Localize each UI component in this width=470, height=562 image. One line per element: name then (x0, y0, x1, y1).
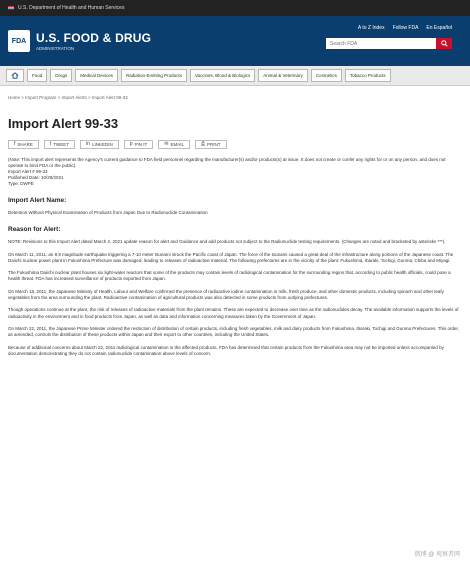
email-button-label: EMAIL (170, 142, 184, 147)
header-link-follow-fda[interactable]: Follow FDA (392, 25, 419, 31)
pin-it-button[interactable] (124, 140, 154, 149)
hhs-banner (0, 0, 470, 16)
nav-food[interactable]: Food (27, 69, 47, 82)
twitter-icon: t (49, 141, 52, 147)
share-icon: f (14, 141, 16, 147)
share-button-label: SHARE (17, 142, 33, 147)
nav-home[interactable] (6, 69, 24, 82)
reason-paragraph: The Fukushima Daiichi nuclear plant houses six light-water reactors that some of the products may contain levels of radiological contamination for the surrounding region that, according to public health officials, could pose a health threat. FDA has increased surveillance of products exported from Japan. (8, 270, 451, 282)
linkedin-button-label: LINKEDIN (91, 142, 113, 147)
reason-paragraph: On March 11, 2011, an 8.9 magnitude earthquake triggering a 7-10 meter tsunami struck the Pacific coast of Japan. The force of the tsunami caused a great deal of the infrastructure along portions of the Japanese coast. The Daiichi nuclear power plant in Fukushima Prefecture was damaged, leading to releases of radioactive material. The following prefectures are in the vicinity of the plant: Fukushima, Ibaraki, Tochigi, Gunma, Chiba and Miyagi. (8, 251, 454, 263)
site-header (0, 16, 470, 66)
nav-medical-devices[interactable]: Medical Devices (75, 69, 118, 82)
linkedin-icon: in (86, 141, 90, 147)
breadcrumb[interactable]: Home > Import Program > Import Alerts > Import Alert 99-33 (8, 95, 128, 100)
alert-name-text: Detention Without Physical Examination of Products from Japan Due to Radionuclide Contamination (8, 210, 208, 215)
reason-paragraph: Because of additional concerns about March 22, 2011 radiological contamination in the affected products, FDA has determined that certain products from the Fukushima area may not be imported unless accompanied by documentation demonstrating they do not contain radionuclide contamination above levels of concern. (8, 344, 444, 356)
tweet-button[interactable] (44, 140, 75, 149)
fda-logo[interactable]: FDA (8, 30, 30, 52)
print-button[interactable] (195, 140, 227, 149)
search-input[interactable] (326, 38, 436, 49)
import-alert-number: Import Alert # 99-33 (8, 169, 48, 174)
header-links (358, 25, 452, 31)
nav-cosmetics[interactable]: Cosmetics (311, 69, 342, 82)
published-date: Published Date: 10/28/2021 (8, 175, 64, 180)
share-button[interactable] (8, 140, 39, 149)
nav-radiation-emitting-products[interactable]: Radiation-Emitting Products (121, 69, 187, 82)
brand[interactable] (36, 31, 151, 51)
print-icon: ⎙ (200, 141, 205, 147)
hhs-banner-text: U.S. Department of Health and Human Services (18, 5, 125, 11)
header-link-a-to-z[interactable]: A to Z Index (357, 25, 385, 31)
nav-animal-veterinary[interactable]: Animal & Veterinary (258, 69, 308, 82)
tweet-button-label: TWEET (53, 142, 70, 147)
share-bar (8, 140, 462, 149)
search-bar (326, 38, 452, 49)
page-title: Import Alert 99-33 (8, 116, 119, 131)
header-link-espanol[interactable]: En Español (426, 25, 452, 31)
main-content (0, 95, 470, 357)
section-title-alert-name: Import Alert Name: (8, 197, 67, 204)
nav-tobacco-products[interactable]: Tobacco Products (345, 69, 391, 82)
intro-note: (Note: This import alert represents the Agency's current guidance to FDA field personnel regarding the manufacturer(s) and/or products(s) at issue. It does not create or confer any rights for or on any person, and does not operate to bind FDA or the public). (8, 157, 446, 168)
reason-paragraph: On March 18, 2011, the Japanese Ministry of Health, Labour and Welfare confirmed the presence of radioactive iodine contamination in milk, fresh produce, and other domestic products, including spinach and other leafy vegetables from the area surrounding the plant. Radioactive contamination of agricultural products was also detected in some products from outlying prefectures. (8, 288, 444, 301)
print-button-label: PRINT (207, 142, 221, 147)
main-nav (0, 66, 470, 86)
pin-it-button-label: PIN IT (134, 142, 148, 147)
search-button[interactable] (436, 38, 452, 49)
reason-paragraph: On March 22, 2011, the Japanese Prime Minister ordered the restriction of distribution of certain products, including fresh vegetables, milk and dairy products from Fukushima, Ibaraki, Tochigi and Gunma Prefectures. This order, as amended, controls the distribution of these products within Japan and their export to other countries, including the United States. (8, 325, 459, 338)
reason-paragraph: NOTE: Revisions to this Import Alert dated March 2, 2021 update reason for alert and Guidance and add products not subject to the Radionuclide testing requirements. (Changes are noted and bracketed by asterisks ***). (8, 239, 446, 245)
search-icon (441, 40, 448, 47)
brand-title: U.S. FOOD & DRUG (36, 31, 152, 45)
us-flag-icon (8, 6, 14, 10)
alert-type: Type: DWPE (8, 181, 34, 186)
section-title-reason: Reason for Alert: (8, 226, 61, 234)
pinterest-icon: p (129, 141, 133, 147)
home-icon (11, 72, 19, 79)
nav-vaccines-blood-biologics[interactable]: Vaccines, Blood & Biologics (190, 69, 255, 82)
reason-paragraph: Though operations continue at the plant, the risk of releases of radioactive materials from the plant remains. These are expected to decrease over time as the radionuclides decay. The available information supports the levels of radioactivity in the environment and in food products from Japan, as well as data and information concerning measures taken by the Government of Japan. (8, 307, 459, 319)
email-button[interactable] (158, 140, 190, 149)
weibo-watermark: 微博 @ 观察者网 (414, 552, 460, 558)
email-icon: ✉ (164, 141, 169, 147)
linkedin-button[interactable] (80, 140, 119, 149)
brand-subtitle: ADMINISTRATION (36, 46, 75, 51)
nav-drugs[interactable]: Drugs (50, 69, 72, 82)
